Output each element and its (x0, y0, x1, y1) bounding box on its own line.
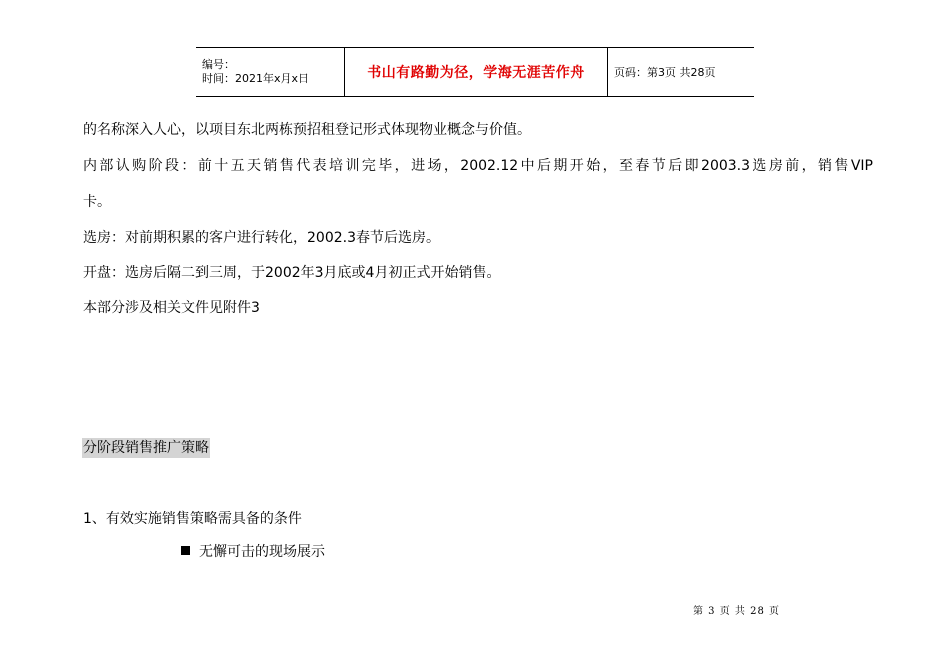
list-item-1: 1、有效实施销售策略需具备的条件 (83, 511, 302, 527)
body-line-5: 开盘：选房后隔二到三周，于2002年3月底或4月初正式开始销售。 (83, 265, 501, 281)
header-number-label: 编号： (202, 58, 235, 71)
header-motto-cell (345, 48, 608, 97)
footer-page-number: 第 3 页 共 28 页 (693, 606, 780, 617)
header-page-label: 页码：第3页 共28页 (608, 48, 755, 97)
header-meta-cell (196, 48, 345, 97)
body-line-2: 内部认购阶段：前十五天销售代表培训完毕，进场，2002.12中后期开始，至春节后即2003.3选房前，销售VIP (83, 158, 873, 174)
section-heading: 分阶段销售推广策略 (83, 440, 209, 456)
body-line-1: 的名称深入人心，以项目东北两栋预招租登记形式体现物业概念与价值。 (83, 122, 531, 138)
header-motto: 书山有路勤为径，学海无涯苦作舟 (367, 65, 585, 81)
header-time-label: 时间：2021年x月x日 (202, 72, 310, 85)
body-line-4: 选房：对前期积累的客户进行转化，2002.3春节后选房。 (83, 230, 440, 246)
bullet-item-text: 无懈可击的现场展示 (199, 544, 325, 560)
bullet-item (181, 543, 325, 561)
body-line-6: 本部分涉及相关文件见附件3 (83, 300, 260, 316)
document-header (196, 47, 754, 97)
square-bullet-icon (181, 546, 190, 555)
body-line-3: 卡。 (83, 194, 111, 210)
